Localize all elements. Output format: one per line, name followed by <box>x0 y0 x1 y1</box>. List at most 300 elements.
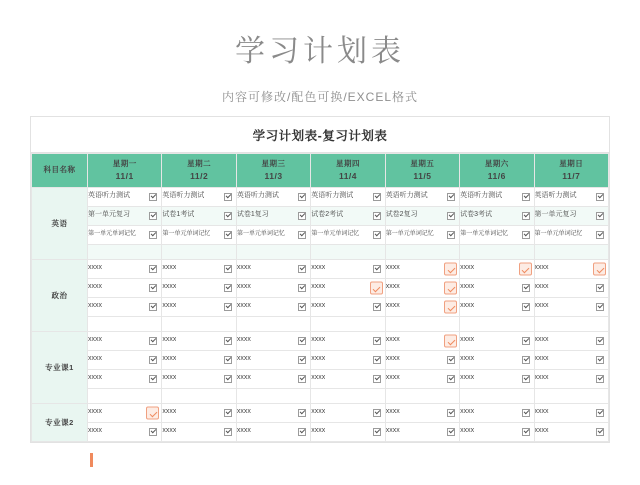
task-text: xxxx <box>460 355 475 362</box>
checkbox-checked-icon[interactable] <box>149 428 157 436</box>
task-cell[interactable] <box>311 298 385 317</box>
table-row <box>32 332 609 351</box>
task-cell[interactable] <box>385 351 459 370</box>
task-cell[interactable] <box>162 279 236 298</box>
task-cell[interactable] <box>236 207 310 226</box>
spacer-cell <box>534 389 608 404</box>
checkbox-checked-icon[interactable] <box>224 284 232 292</box>
checkbox-checked-icon[interactable] <box>373 193 381 201</box>
table-row <box>32 351 609 370</box>
task-cell[interactable] <box>460 404 534 423</box>
task-text: xxxx <box>88 408 102 415</box>
task-text: 第一单元单词记忆 <box>162 230 211 237</box>
checkbox-checked-icon[interactable] <box>373 356 381 364</box>
task-cell[interactable] <box>385 188 459 207</box>
task-text: 英语听力测试 <box>88 192 130 199</box>
task-text: xxxx <box>162 283 177 290</box>
task-cell[interactable] <box>236 332 310 351</box>
checkbox-checked-icon[interactable] <box>522 284 530 292</box>
header-day-col-5 <box>385 154 459 188</box>
subject-cell: 专业课1 <box>32 332 88 404</box>
header-day-name: 星期六 <box>484 158 509 168</box>
table-row <box>32 279 609 298</box>
task-text: xxxx <box>534 374 549 381</box>
checkbox-checked-icon[interactable] <box>224 375 232 383</box>
task-text: xxxx <box>460 408 475 415</box>
task-cell[interactable] <box>88 226 162 245</box>
task-cell[interactable] <box>311 332 385 351</box>
task-text: xxxx <box>162 355 177 362</box>
task-text: xxxx <box>236 264 251 271</box>
checkbox-checked-icon[interactable] <box>522 409 530 417</box>
header-day-date: 11/7 <box>562 170 581 181</box>
checkbox-checked-icon[interactable] <box>522 231 530 239</box>
task-cell[interactable] <box>460 188 534 207</box>
header-day-date: 11/2 <box>190 170 209 181</box>
task-text: xxxx <box>311 427 326 434</box>
checkbox-checked-icon[interactable] <box>596 193 604 201</box>
task-cell[interactable] <box>534 370 608 389</box>
task-text: xxxx <box>460 374 475 381</box>
task-cell[interactable] <box>385 332 459 351</box>
task-cell[interactable] <box>88 370 162 389</box>
spacer-cell <box>385 389 459 404</box>
checkbox-checked-icon[interactable] <box>522 356 530 364</box>
task-text: xxxx <box>460 302 475 309</box>
task-text: xxxx <box>236 355 251 362</box>
task-text: xxxx <box>534 283 549 290</box>
checkbox-checked-icon[interactable] <box>373 265 381 273</box>
task-text: 英语听力测试 <box>236 192 279 199</box>
task-cell[interactable] <box>534 298 608 317</box>
task-text: xxxx <box>460 283 475 290</box>
task-text: xxxx <box>162 302 177 309</box>
header-day-date: 11/3 <box>264 170 283 181</box>
task-cell[interactable] <box>460 298 534 317</box>
table-row <box>32 317 609 332</box>
task-text: xxxx <box>311 408 326 415</box>
table-row <box>32 188 609 207</box>
checkbox-checked-icon[interactable] <box>149 284 157 292</box>
checkbox-checked-icon[interactable] <box>149 231 157 239</box>
task-cell[interactable] <box>88 351 162 370</box>
task-text: xxxx <box>311 336 326 343</box>
table-row <box>32 404 609 423</box>
checkbox-checked-icon[interactable] <box>447 231 455 239</box>
task-cell[interactable] <box>162 332 236 351</box>
spacer-cell <box>534 317 608 332</box>
task-text: xxxx <box>236 408 251 415</box>
task-cell[interactable] <box>162 370 236 389</box>
checkbox-checked-icon[interactable] <box>522 375 530 383</box>
spacer-cell <box>236 317 310 332</box>
task-cell[interactable] <box>385 207 459 226</box>
task-cell[interactable] <box>311 370 385 389</box>
task-text: xxxx <box>88 302 102 309</box>
checkbox-checked-icon[interactable] <box>298 265 306 273</box>
checkbox-checked-icon[interactable] <box>224 303 232 311</box>
spacer-cell <box>162 317 236 332</box>
subject-cell: 专业课2 <box>32 404 88 442</box>
checkbox-checked-icon[interactable] <box>149 375 157 383</box>
checkbox-checked-icon[interactable] <box>373 337 381 345</box>
spacer-cell <box>460 389 534 404</box>
checkbox-checked-icon[interactable] <box>149 337 157 345</box>
task-text: xxxx <box>385 283 400 290</box>
task-text: 第一单元单词记忆 <box>534 230 583 237</box>
task-cell[interactable] <box>162 298 236 317</box>
task-text: xxxx <box>385 374 400 381</box>
task-text: xxxx <box>88 283 102 290</box>
table-header <box>32 154 609 188</box>
task-text: 第一单元单词记忆 <box>311 230 360 237</box>
task-cell[interactable] <box>460 260 534 279</box>
checkbox-checked-icon[interactable] <box>298 337 306 345</box>
task-cell[interactable] <box>534 207 608 226</box>
spacer-cell <box>460 245 534 260</box>
spacer-cell <box>236 245 310 260</box>
task-text: xxxx <box>236 302 251 309</box>
task-text: xxxx <box>311 302 326 309</box>
task-text: 试卷3考试 <box>460 211 493 218</box>
task-cell[interactable] <box>385 260 459 279</box>
task-cell[interactable] <box>311 260 385 279</box>
checkbox-checked-icon[interactable] <box>224 231 232 239</box>
task-text: xxxx <box>88 427 102 434</box>
subject-cell: 英语 <box>32 188 88 260</box>
task-text: 第一单元复习 <box>88 211 130 218</box>
task-cell[interactable] <box>162 404 236 423</box>
header-day-name: 星期四 <box>335 158 360 168</box>
task-cell[interactable] <box>236 423 310 442</box>
task-text: xxxx <box>311 283 326 290</box>
task-cell[interactable] <box>88 404 162 423</box>
checkbox-checked-icon[interactable] <box>596 375 604 383</box>
task-cell[interactable] <box>88 279 162 298</box>
task-cell[interactable] <box>385 279 459 298</box>
spacer-cell <box>311 389 385 404</box>
task-cell[interactable] <box>385 298 459 317</box>
task-text: 英语听力测试 <box>460 192 503 199</box>
checkmark-stamp-icon[interactable] <box>444 263 457 276</box>
task-text: xxxx <box>88 374 102 381</box>
task-cell[interactable] <box>236 260 310 279</box>
task-cell[interactable] <box>534 279 608 298</box>
checkbox-checked-icon[interactable] <box>298 303 306 311</box>
table-row <box>32 207 609 226</box>
checkbox-checked-icon[interactable] <box>298 212 306 220</box>
task-text: xxxx <box>311 355 326 362</box>
checkbox-checked-icon[interactable] <box>149 212 157 220</box>
checkbox-checked-icon[interactable] <box>447 409 455 417</box>
task-cell[interactable] <box>385 226 459 245</box>
task-cell[interactable] <box>162 423 236 442</box>
task-cell[interactable] <box>534 423 608 442</box>
checkbox-checked-icon[interactable] <box>224 337 232 345</box>
spacer-cell <box>162 389 236 404</box>
checkbox-checked-icon[interactable] <box>298 428 306 436</box>
spacer-cell <box>162 245 236 260</box>
checkbox-checked-icon[interactable] <box>596 337 604 345</box>
task-text: xxxx <box>236 427 251 434</box>
task-cell[interactable] <box>236 279 310 298</box>
checkbox-checked-icon[interactable] <box>224 409 232 417</box>
task-cell[interactable] <box>534 404 608 423</box>
checkbox-checked-icon[interactable] <box>596 231 604 239</box>
header-row <box>32 154 609 188</box>
spacer-cell <box>88 245 162 260</box>
checkbox-checked-icon[interactable] <box>522 428 530 436</box>
checkbox-checked-icon[interactable] <box>373 409 381 417</box>
header-day-name: 星期三 <box>261 158 286 168</box>
table-row <box>32 389 609 404</box>
task-text: xxxx <box>534 408 549 415</box>
header-day-col-6 <box>460 154 534 188</box>
checkbox-checked-icon[interactable] <box>447 375 455 383</box>
task-cell[interactable] <box>534 260 608 279</box>
checkbox-checked-icon[interactable] <box>224 265 232 273</box>
checkbox-checked-icon[interactable] <box>373 375 381 383</box>
checkbox-checked-icon[interactable] <box>596 303 604 311</box>
task-text: xxxx <box>385 408 400 415</box>
subject-cell: 政治 <box>32 260 88 332</box>
task-text: xxxx <box>311 374 326 381</box>
table-row <box>32 226 609 245</box>
task-cell[interactable] <box>460 370 534 389</box>
checkbox-checked-icon[interactable] <box>149 303 157 311</box>
task-text: 第一单元单词记忆 <box>460 230 509 237</box>
task-text: 第一单元单词记忆 <box>385 230 434 237</box>
task-cell[interactable] <box>311 207 385 226</box>
header-day-name: 星期二 <box>187 158 212 168</box>
task-text: 第一单元复习 <box>534 211 577 218</box>
task-text: 试卷2复习 <box>385 211 418 218</box>
header-day-date: 11/5 <box>413 170 432 181</box>
task-cell[interactable] <box>534 351 608 370</box>
task-text: 英语听力测试 <box>311 192 354 199</box>
checkbox-checked-icon[interactable] <box>373 212 381 220</box>
task-text: xxxx <box>162 374 177 381</box>
table-row <box>32 423 609 442</box>
header-day-name: 星期五 <box>410 158 435 168</box>
checkbox-checked-icon[interactable] <box>373 303 381 311</box>
task-cell[interactable] <box>534 226 608 245</box>
task-cell[interactable] <box>460 351 534 370</box>
checkbox-checked-icon[interactable] <box>298 375 306 383</box>
table-row <box>32 298 609 317</box>
task-cell[interactable] <box>88 332 162 351</box>
header-day-name: 星期日 <box>559 158 584 168</box>
checkbox-checked-icon[interactable] <box>373 428 381 436</box>
header-day-col-3 <box>236 154 310 188</box>
checkmark-stamp-icon[interactable] <box>444 335 457 348</box>
table-row <box>32 245 609 260</box>
task-text: 英语听力测试 <box>162 192 205 199</box>
header-day-col-7 <box>534 154 608 188</box>
task-cell[interactable] <box>236 226 310 245</box>
checkbox-checked-icon[interactable] <box>596 356 604 364</box>
task-cell[interactable] <box>162 226 236 245</box>
task-cell[interactable] <box>460 279 534 298</box>
task-cell[interactable] <box>88 188 162 207</box>
checkbox-checked-icon[interactable] <box>447 193 455 201</box>
spacer-cell <box>534 245 608 260</box>
task-cell[interactable] <box>311 351 385 370</box>
checkbox-checked-icon[interactable] <box>224 212 232 220</box>
task-text: xxxx <box>236 336 251 343</box>
plan-sheet <box>30 116 610 443</box>
checkbox-checked-icon[interactable] <box>522 212 530 220</box>
task-text: 英语听力测试 <box>534 192 577 199</box>
checkbox-checked-icon[interactable] <box>149 193 157 201</box>
task-cell[interactable] <box>88 423 162 442</box>
header-day-name: 星期一 <box>112 158 137 168</box>
task-text: xxxx <box>385 302 400 309</box>
checkbox-checked-icon[interactable] <box>298 356 306 364</box>
header-day-col-2 <box>162 154 236 188</box>
checkbox-checked-icon[interactable] <box>447 356 455 364</box>
table-row <box>32 260 609 279</box>
task-cell[interactable] <box>311 226 385 245</box>
checkbox-checked-icon[interactable] <box>522 337 530 345</box>
task-cell[interactable] <box>311 423 385 442</box>
checkmark-stamp-icon[interactable] <box>370 282 383 295</box>
task-cell[interactable] <box>311 404 385 423</box>
task-text: xxxx <box>534 336 549 343</box>
spacer-cell <box>385 245 459 260</box>
task-text: 第一单元单词记忆 <box>236 230 285 237</box>
header-day-col-4 <box>311 154 385 188</box>
task-text: xxxx <box>88 264 102 271</box>
table-body <box>32 188 609 442</box>
task-text: xxxx <box>385 264 400 271</box>
task-text: xxxx <box>236 283 251 290</box>
page-title: 学习计划表 <box>235 35 405 68</box>
task-text: xxxx <box>162 427 177 434</box>
task-text: 试卷1考试 <box>162 211 195 218</box>
spacer-cell <box>88 317 162 332</box>
task-cell[interactable] <box>236 370 310 389</box>
spacer-cell <box>460 317 534 332</box>
checkbox-checked-icon[interactable] <box>447 428 455 436</box>
task-cell[interactable] <box>162 260 236 279</box>
task-text: 试卷2考试 <box>311 211 344 218</box>
task-text: xxxx <box>385 355 400 362</box>
header-day-name: 科目名称 <box>43 165 76 175</box>
task-cell[interactable] <box>162 351 236 370</box>
checkmark-stamp-icon[interactable] <box>444 282 457 295</box>
task-text: xxxx <box>460 427 475 434</box>
table-row <box>32 370 609 389</box>
task-cell[interactable] <box>162 188 236 207</box>
task-text: xxxx <box>460 264 475 271</box>
task-text: xxxx <box>385 336 400 343</box>
header-day-date: 11/1 <box>115 170 134 181</box>
study-plan-table <box>31 153 609 442</box>
active-tab-marker <box>90 453 93 467</box>
task-cell[interactable] <box>88 207 162 226</box>
checkbox-checked-icon[interactable] <box>522 193 530 201</box>
checkmark-stamp-icon[interactable] <box>519 263 532 276</box>
task-cell[interactable] <box>385 404 459 423</box>
header-day-col-1 <box>88 154 162 188</box>
task-cell[interactable] <box>460 207 534 226</box>
checkbox-checked-icon[interactable] <box>224 193 232 201</box>
page-subtitle: 内容可修改/配色可换/EXCEL格式 <box>221 90 419 104</box>
checkbox-checked-icon[interactable] <box>149 265 157 273</box>
checkbox-checked-icon[interactable] <box>596 212 604 220</box>
task-text: xxxx <box>534 264 549 271</box>
checkbox-checked-icon[interactable] <box>298 231 306 239</box>
header-day-date: 11/6 <box>487 170 506 181</box>
task-text: xxxx <box>88 336 102 343</box>
task-cell[interactable] <box>460 332 534 351</box>
spacer-cell <box>385 317 459 332</box>
checkbox-checked-icon[interactable] <box>596 284 604 292</box>
checkbox-checked-icon[interactable] <box>224 428 232 436</box>
sheet-title: 学习计划表-复习计划表 <box>31 117 609 153</box>
task-text: 第一单元单词记忆 <box>88 230 136 237</box>
checkbox-checked-icon[interactable] <box>298 284 306 292</box>
task-cell[interactable] <box>236 188 310 207</box>
task-cell[interactable] <box>460 423 534 442</box>
spacer-cell <box>236 389 310 404</box>
checkbox-checked-icon[interactable] <box>596 428 604 436</box>
checkmark-stamp-icon[interactable] <box>444 301 457 314</box>
checkmark-stamp-icon[interactable] <box>146 407 159 420</box>
checkbox-checked-icon[interactable] <box>373 231 381 239</box>
task-text: xxxx <box>534 427 549 434</box>
checkbox-checked-icon[interactable] <box>149 356 157 364</box>
task-cell[interactable] <box>236 351 310 370</box>
task-cell[interactable] <box>534 188 608 207</box>
task-text: xxxx <box>311 264 326 271</box>
checkmark-stamp-icon[interactable] <box>593 263 606 276</box>
task-cell[interactable] <box>311 188 385 207</box>
task-text: 英语听力测试 <box>385 192 428 199</box>
task-cell[interactable] <box>460 226 534 245</box>
task-cell[interactable] <box>162 207 236 226</box>
task-cell[interactable] <box>88 260 162 279</box>
task-text: xxxx <box>236 374 251 381</box>
task-text: xxxx <box>534 302 549 309</box>
task-cell[interactable] <box>385 370 459 389</box>
spacer-cell <box>311 245 385 260</box>
task-cell[interactable] <box>88 298 162 317</box>
task-cell[interactable] <box>385 423 459 442</box>
task-cell[interactable] <box>236 298 310 317</box>
task-cell[interactable] <box>236 404 310 423</box>
checkbox-checked-icon[interactable] <box>596 409 604 417</box>
header-day-date: 11/4 <box>338 170 358 181</box>
checkbox-checked-icon[interactable] <box>298 409 306 417</box>
task-cell[interactable] <box>534 332 608 351</box>
spacer-cell <box>311 317 385 332</box>
task-text: 试卷1复习 <box>236 211 269 218</box>
task-text: xxxx <box>162 408 177 415</box>
task-text: xxxx <box>534 355 549 362</box>
task-text: xxxx <box>460 336 475 343</box>
task-text: xxxx <box>162 336 177 343</box>
task-text: xxxx <box>162 264 177 271</box>
task-cell[interactable] <box>311 279 385 298</box>
checkbox-checked-icon[interactable] <box>298 193 306 201</box>
spacer-cell <box>88 389 162 404</box>
checkbox-checked-icon[interactable] <box>522 303 530 311</box>
checkbox-checked-icon[interactable] <box>224 356 232 364</box>
checkbox-checked-icon[interactable] <box>447 212 455 220</box>
task-text: xxxx <box>88 355 102 362</box>
